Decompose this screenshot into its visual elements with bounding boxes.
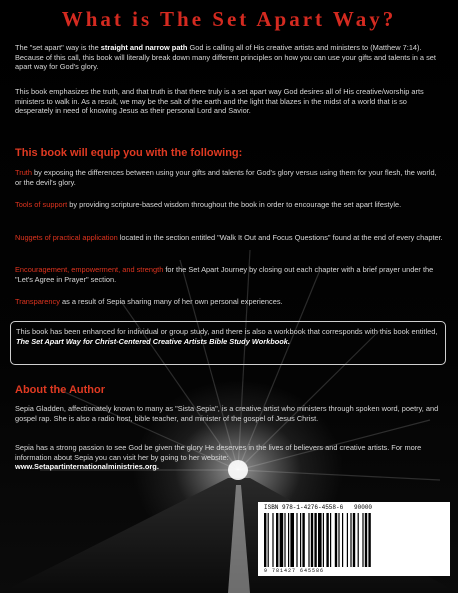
barcode-bar [342, 513, 343, 567]
equip-item-transparency: Transparency as a result of Sepia sharing many of her own personal experiences. [15, 297, 283, 306]
workbook-title: The Set Apart Way for Christ-Centered Creative Artists Bible Study Workbook. [16, 336, 290, 346]
equip-item-tools-of-support: Tools of support by providing scripture-based wisdom throughout the book in order to encourage the set apart lifestyle. [15, 200, 402, 209]
barcode-bar [335, 513, 337, 567]
intro-paragraph-2: This book emphasizes the truth, and that truth is that there truly is a set apart way God desires all of His creative/worship arts ministers to walk in. As a result, we may be the salt of the earth and the light that blazes in the midst of a world that is so desperately in need of knowing Jesus as their personal Lord and Savior. [15, 87, 424, 116]
equip-item-truth: Truth by exposing the differences between using your gifts and talents for God's glory versus using them for your flesh, the world, or the devil's glory. [15, 168, 437, 187]
equip-item-encouragement: Encouragement, empowerment, and strength for the Set Apart Journey by closing out each chapter with a brief prayer under the "Let's Agree in Prayer" section. [15, 265, 434, 284]
about-paragraph-1: Sepia Gladden, affectionately known to many as "Sista Sepia", is a creative artist who ministers through spoken word, poetry, and gospel rap. She is also a radio host, bible teacher, and minister of the gospel of Jesus Christ. [15, 404, 439, 423]
barcode-bar [368, 513, 370, 567]
barcode-bar [314, 513, 316, 567]
barcode-bar [280, 513, 284, 567]
barcode-bar [300, 513, 301, 567]
equip-item-nuggets: Nuggets of practical application located in the section entitled "Walk It Out and Focus Questions" found at the end of every chapter. [15, 233, 443, 242]
barcode-bar [296, 513, 297, 567]
barcode-bar [311, 513, 313, 567]
barcode-bar [308, 513, 309, 567]
isbn-text: ISBN 978-1-4276-4558-6 90000 [264, 504, 373, 511]
study-info-text: This book has been enhanced for individual or group study, and there is also a workbook that corresponds with this book entitled, The Set Apart Way for Christ-Centered Creative Artists Bible Study Workbook. [16, 327, 438, 346]
barcode-bar [290, 513, 294, 567]
barcode-bar [284, 513, 285, 567]
barcode-bar [268, 513, 269, 567]
barcode-graphic [264, 513, 446, 567]
barcode-bar [365, 513, 367, 567]
barcode-bar [347, 513, 348, 567]
study-info-box [10, 321, 446, 365]
barcode-bar [264, 513, 266, 567]
barcode-bar [276, 513, 278, 567]
barcode-digits: 9 781427 645586 [264, 568, 325, 574]
barcode-bar [323, 513, 324, 567]
page-title: What is The Set Apart Way? [61, 7, 397, 31]
barcode-bar [330, 513, 331, 567]
barcode-bar [326, 513, 328, 567]
author-website-link[interactable]: www.Setapartinternationalministries.org. [15, 462, 159, 472]
barcode-bar [358, 513, 359, 567]
intro-paragraph-1: The "set apart" way is the straight and narrow path God is calling all of His creative artists and ministers to (Matthew 7:14). Because of this call, this book will literally break down many different principles on how you can use your gifts and talents in a set apart way for God's glory. [15, 43, 436, 72]
barcode-panel [258, 502, 450, 576]
barcode-bar [353, 513, 355, 567]
barcode-bar [362, 513, 363, 567]
equip-heading: This book will equip you with the following: [15, 147, 243, 159]
barcode-bar [302, 513, 304, 567]
about-paragraph-2: Sepia has a strong passion to see God be given the glory He deserves in the lives of believers and creative artists. For more information about Sepia you can visit her by going to her website: www.Setapartinternationalministries.org. [15, 443, 422, 472]
barcode-bar [272, 513, 273, 567]
about-author-heading: About the Author [15, 384, 106, 396]
barcode-bar [350, 513, 351, 567]
barcode-bar [338, 513, 339, 567]
barcode-bar [288, 513, 289, 567]
barcode-bar [318, 513, 322, 567]
